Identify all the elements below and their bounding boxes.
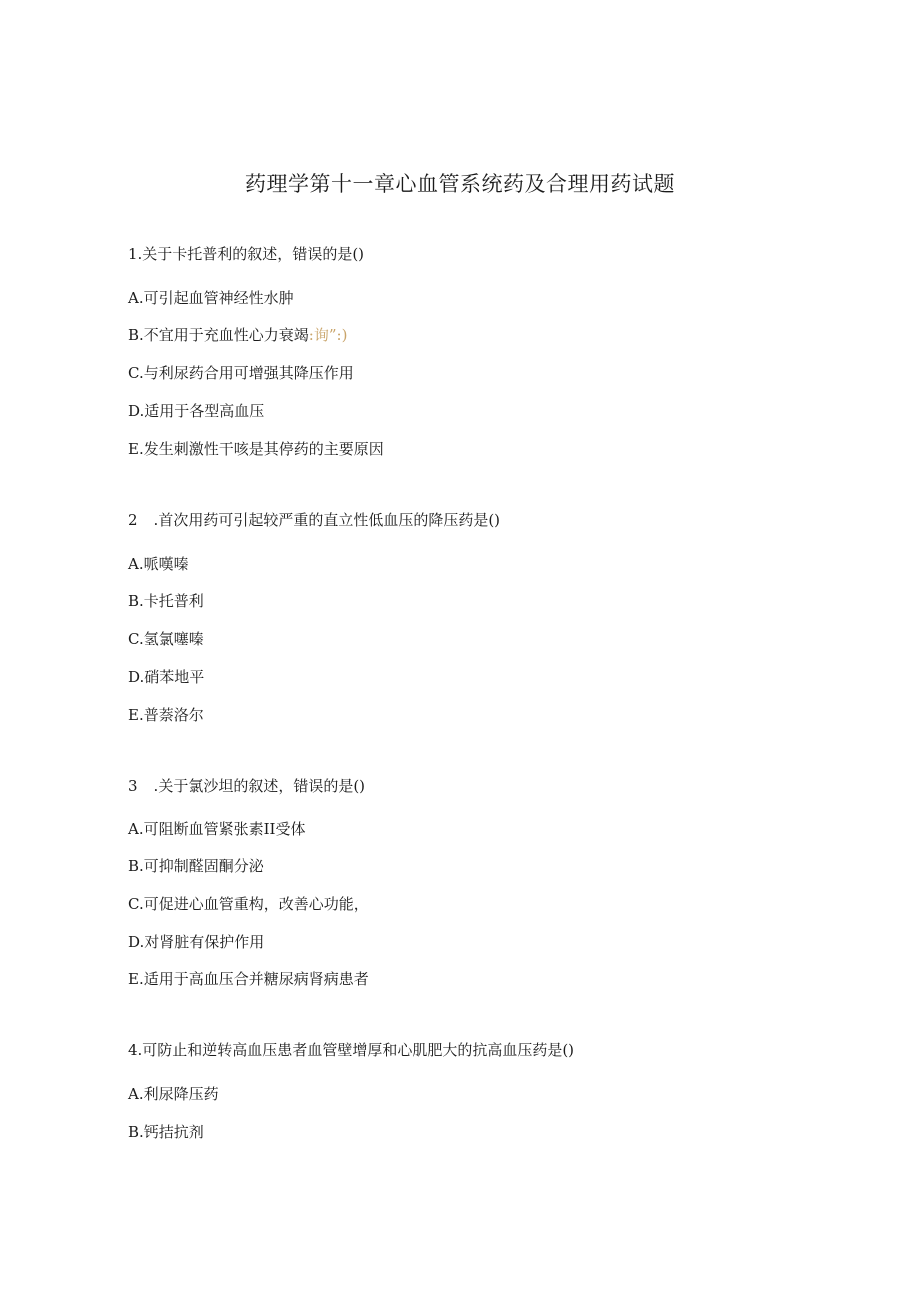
question-2-option-b: B.卡托普利: [128, 592, 204, 610]
question-2-option-e: E.普萘洛尔: [128, 706, 204, 724]
question-2-number: 2: [128, 511, 138, 529]
question-4-option-b: B.钙拮抗剂: [128, 1123, 204, 1141]
question-3-option-c: C.可促进心血管重构，改善心功能，: [128, 895, 369, 913]
question-4-option-a: A.利尿降压药: [128, 1085, 219, 1103]
question-1-option-b: [128, 325, 347, 345]
document-title: 药理学第十一章心血管系统药及合理用药试题: [245, 172, 675, 196]
question-3-option-b: B.可抑制醛固酮分泌: [128, 857, 264, 875]
question-1-option-d: D.适用于各型高血压: [128, 402, 265, 420]
question-4-stem: 4.可防止和逆转高血压患者血管壁增厚和心肌肥大的抗高血压药是(): [128, 1041, 575, 1059]
question-1-option-b-annotation: :询”:): [308, 326, 348, 344]
question-2-stem: [128, 510, 500, 530]
question-1-option-a: A.可引起血管神经性水肿: [128, 289, 294, 307]
question-3-stem-text: .关于氯沙坦的叙述，错误的是(): [153, 777, 366, 795]
question-2-option-d: D.硝苯地平: [128, 668, 205, 686]
question-2-stem-text: .首次用药可引起较严重的直立性低血压的降压药是(): [153, 511, 501, 529]
question-2-option-c: C.氢氯噻嗪: [128, 630, 204, 648]
question-3-stem: [128, 776, 365, 796]
question-3-number: 3: [128, 777, 138, 795]
question-1-stem: 1.关于卡托普利的叙述，错误的是(): [128, 245, 365, 263]
question-2-option-a: A.哌嘆嗪: [128, 555, 189, 573]
question-1-option-e: E.发生刺激性干咳是其停药的主要原因: [128, 440, 384, 458]
question-3-option-a: A.可阻断血管紧张素II受体: [128, 820, 306, 838]
question-3-option-d: D.对肾脏有保护作用: [128, 933, 265, 951]
question-3-option-e: E.适用于高血压合并糖尿病肾病患者: [128, 970, 369, 988]
question-1-option-b-text: B.不宜用于充血性心力衰竭: [128, 326, 309, 344]
question-1-option-c: C.与利尿药合用可增强其降压作用: [128, 364, 354, 382]
